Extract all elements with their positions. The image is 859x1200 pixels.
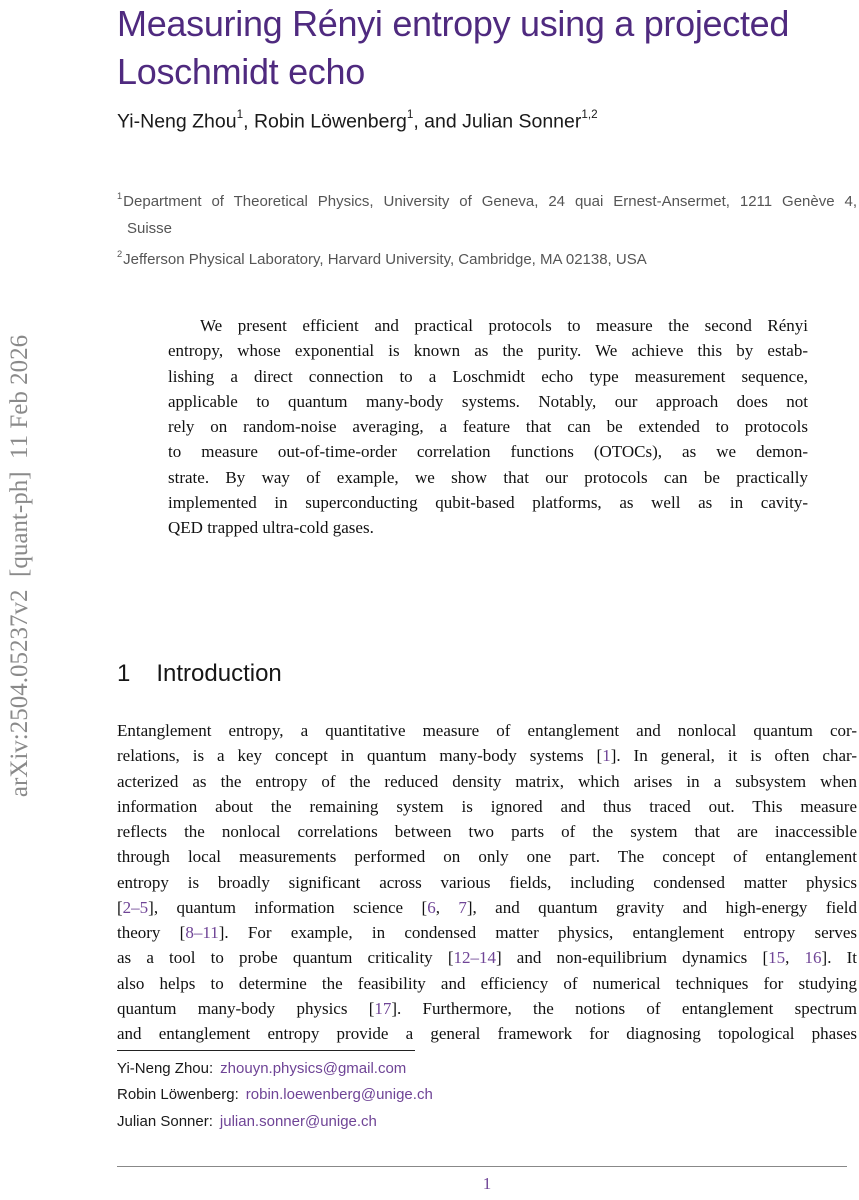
text-run: Entanglement entropy, a quantitative measure of entanglement and nonlocal quantum cor- [117, 721, 857, 740]
affiliation-marker: 1 [117, 190, 123, 201]
affiliation-text-continued: Suisse [127, 219, 173, 237]
body-line [117, 819, 857, 844]
email-link[interactable]: zhouyn.physics@gmail.com [220, 1060, 407, 1077]
text-run: reflects the nonlocal correlations between two parts of the system that are inaccessible [117, 822, 857, 841]
abstract-line: QED trapped ultra-cold gases. [168, 518, 374, 538]
footer-rule [117, 1166, 847, 1167]
citation-link[interactable]: 1 [602, 746, 611, 766]
affiliation-marker: 2 [117, 248, 123, 259]
citation-link[interactable]: 17 [374, 998, 392, 1018]
superscript: 1 [236, 108, 244, 122]
title-line: Loschmidt echo [117, 51, 365, 92]
footnote-author-name: Robin Löwenberg: [117, 1086, 239, 1104]
intro-paragraph [117, 718, 857, 1046]
text-run: entropy is broadly significant across various fields, including condensed matter physics [117, 872, 857, 892]
author-line [117, 110, 598, 134]
section-number: 1 [117, 660, 131, 687]
text-run: ]. It [821, 948, 858, 968]
abstract [168, 313, 808, 541]
abstract-line: applicable to quantum many-body systems. Notably, our approach does not [168, 391, 808, 411]
abstract-line: to measure out-of-time-order correlation functions (OTOCs), as we demon- [168, 442, 808, 462]
affiliation-text: Jefferson Physical Laboratory, Harvard University, Cambridge, MA 02138, USA [123, 251, 647, 268]
page-number: 1 [482, 1174, 492, 1193]
text-run: , and Julian Sonner [413, 110, 582, 133]
citation-link[interactable]: 6 [427, 897, 436, 917]
section-heading [117, 660, 282, 688]
body-line [117, 769, 857, 794]
body-line [117, 870, 857, 895]
superscript: 1,2 [581, 108, 598, 122]
body-line [117, 743, 857, 768]
citation-link[interactable]: 15 [768, 948, 786, 968]
footnote-author-name: Yi-Neng Zhou: [117, 1060, 214, 1077]
text-run: [ [117, 897, 123, 917]
text-run: , [785, 948, 805, 968]
body-line [117, 1021, 857, 1046]
email-link[interactable]: robin.loewenberg@unige.ch [245, 1086, 433, 1104]
body-line [117, 945, 857, 970]
text-run: as a tool to probe quantum criticality [ [117, 948, 454, 968]
text-run: , [435, 897, 459, 917]
footnote-author-name: Julian Sonner: [117, 1112, 213, 1130]
body-line [117, 794, 857, 819]
body-line [117, 718, 857, 743]
footnote-row [117, 1056, 433, 1082]
citation-link[interactable]: 12–14 [453, 948, 496, 968]
citation-link[interactable]: 8–11 [185, 923, 219, 942]
citation-link[interactable]: 16 [804, 948, 822, 968]
body-line [117, 920, 857, 945]
text-run: ] and non-equilibrium dynamics [ [495, 948, 769, 968]
text-run: relations, is a key concept in quantum many-body systems [ [117, 746, 603, 766]
abstract-line: We present efficient and practical protocols to measure the second Rényi [200, 316, 808, 335]
email-link[interactable]: julian.sonner@unige.ch [219, 1112, 377, 1130]
section-title: Introduction [156, 660, 282, 687]
arxiv-stamp: arXiv:2504.05237v2 [quant-ph] 11 Feb 2026 [6, 334, 33, 798]
superscript: 1 [406, 108, 414, 122]
text-run: Yi-Neng Zhou [117, 110, 237, 133]
body-line [117, 996, 857, 1021]
citation-link[interactable]: 2–5 [122, 897, 149, 917]
abstract-line: strate. By way of example, we show that our protocols can be practically [168, 467, 808, 487]
affiliations [117, 184, 857, 274]
citation-link[interactable]: 7 [458, 897, 467, 917]
abstract-line: lishing a direct connection to a Loschmidt echo type measurement sequence, [168, 366, 808, 386]
affiliation-item [117, 184, 857, 216]
abstract-line: rely on random-noise averaging, a feature that can be extended to protocols [168, 417, 808, 437]
abstract-line: implemented in superconducting qubit-based platforms, as well as in cavity- [168, 493, 808, 513]
text-run: through local measurements performed on only one part. The concept of entanglement [117, 847, 857, 867]
text-run: ]. In general, it is often char- [610, 746, 857, 766]
affiliation-item [117, 242, 857, 274]
text-run: ]. Furthermore, the notions of entanglement spectrum [391, 998, 857, 1018]
paper-title [117, 0, 789, 96]
text-run: quantum many-body physics [ [117, 998, 375, 1018]
body-line [117, 844, 857, 869]
text-run: and entanglement entropy provide a general framework for diagnosing topological phases [117, 1024, 857, 1043]
text-run: , Robin Löwenberg [243, 110, 407, 133]
text-run: ]. For example, in condensed matter physics, entanglement entropy serves [218, 923, 858, 942]
footnotes [117, 1056, 433, 1135]
footnote-row [117, 1109, 433, 1135]
body-line [117, 971, 857, 996]
text-run: theory [ [117, 923, 186, 942]
body-line [117, 895, 857, 920]
abstract-line: entropy, whose exponential is known as the purity. We achieve this by estab- [168, 341, 808, 361]
footnote-rule [117, 1050, 415, 1051]
title-line: Measuring Rényi entropy using a projected [117, 3, 790, 44]
text-run: also helps to determine the feasibility and efficiency of numerical techniques for studying [117, 973, 857, 993]
footnote-row [117, 1082, 433, 1108]
affiliation-text: Department of Theoretical Physics, University of Geneva, 24 quai Ernest-Ansermet, 1211 Genève 4, [123, 193, 857, 210]
text-run: acterized as the entropy of the reduced density matrix, which arises in a subsystem when [117, 771, 857, 791]
text-run: ], quantum information science [ [148, 897, 428, 917]
text-run: information about the remaining system is ignored and thus traced out. This measure [117, 796, 857, 816]
text-run: ], and quantum gravity and high-energy field [466, 897, 857, 917]
